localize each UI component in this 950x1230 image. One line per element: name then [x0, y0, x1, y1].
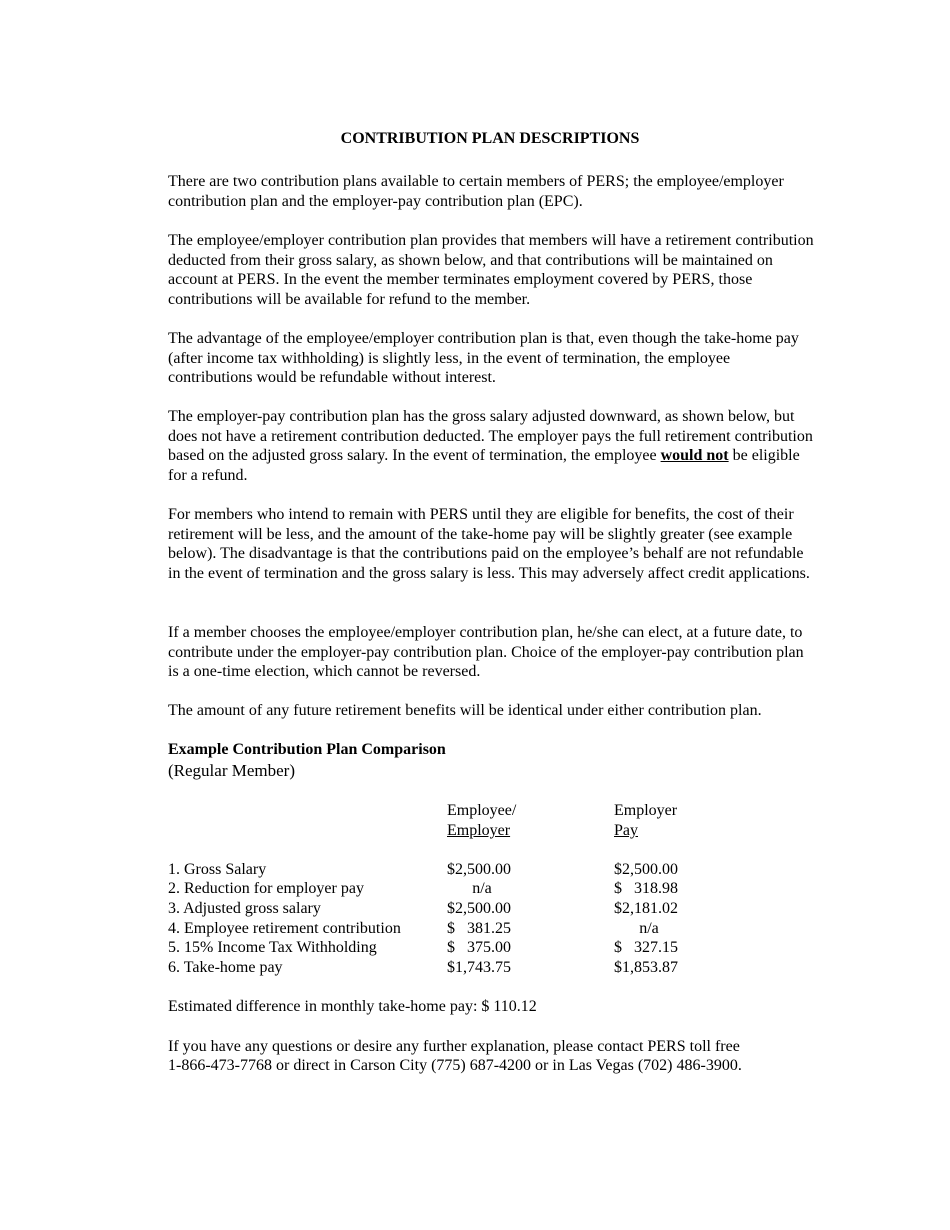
employee-employer-value: $ 381.25 [447, 920, 511, 937]
table-row [168, 899, 728, 919]
page-title: CONTRIBUTION PLAN DESCRIPTIONS [340, 130, 640, 147]
paragraph-text: The employer-pay contribution plan has the gross salary adjusted downward, as shown below, but does not have a retirement contribution deducted. The employer pays the full retirement contribution based on the adjusted gross salary. In the event of termination, the employee [168, 408, 813, 465]
intro-paragraph: There are two contribution plans available to certain members of PERS; the employee/employer contribution plan and the employer-pay contribution plan (EPC). [168, 173, 784, 210]
row-label: 6. Take-home pay [168, 959, 283, 976]
employer-pay-value: $2,500.00 [614, 861, 678, 878]
row-label: 3. Adjusted gross salary [168, 900, 321, 917]
column-header-line: Pay [614, 822, 638, 839]
advantage-paragraph: The advantage of the employee/employer contribution plan is that, even though the take-home pay (after income tax withholding) is slightly less, in the event of termination, the employee contributions would be refundable without interest. [168, 330, 799, 387]
row-label: 2. Reduction for employer pay [168, 880, 364, 897]
column-header-line: Employer [447, 822, 511, 839]
employee-employer-value: n/a [472, 880, 492, 897]
identical-benefits-paragraph: The amount of any future retirement benefits will be identical under either contribution plan. [168, 702, 762, 719]
benefits-paragraph: For members who intend to remain with PERS until they are eligible for benefits, the cost of their retirement will be less, and the amount of the take-home pay will be slightly greater (see example below). The disadvantage is that the contributions paid on the employee’s behalf are not refundable in the event of termination and the gross salary is less. This may adversely affect credit applications. [168, 506, 810, 582]
column-header-line: Employer [614, 802, 678, 819]
table-row [168, 860, 728, 880]
election-paragraph: If a member chooses the employee/employer contribution plan, he/she can elect, at a future date, to contribute under the employer-pay contribution plan. Choice of the employer-pay contribution plan is a one-time election, which cannot be reversed. [168, 624, 804, 681]
emphasis-would-not: would not [660, 447, 729, 465]
column-header-employer-pay [614, 801, 677, 841]
row-label: 5. 15% Income Tax Withholding [168, 939, 377, 956]
employer-pay-plan-paragraph [168, 407, 818, 485]
employer-pay-value: $1,853.87 [614, 959, 678, 976]
row-label: 1. Gross Salary [168, 861, 267, 878]
employee-employer-value: $2,500.00 [447, 900, 511, 917]
table-row [168, 919, 728, 939]
table-row [168, 958, 728, 978]
table-row [168, 938, 728, 958]
employee-employer-plan-paragraph: The employee/employer contribution plan provides that members will have a retirement contribution deducted from their gross salary, as shown below, and that contributions will be maintained on account at PERS. In the event the member terminates employment covered by PERS, those contributions will be available for refund to the member. [168, 232, 814, 308]
paragraph-text: be eligible for a refund. [168, 447, 800, 484]
column-header-employee-employer [447, 801, 516, 841]
employee-employer-value: $ 375.00 [447, 939, 511, 956]
table-row [168, 879, 728, 899]
example-subheading: (Regular Member) [168, 761, 295, 780]
column-header-line: Employee/ [447, 802, 517, 819]
employer-pay-value: n/a [639, 920, 659, 937]
employer-pay-value: $2,181.02 [614, 900, 678, 917]
row-label: 4. Employee retirement contribution [168, 920, 401, 937]
contact-line: 1-866-473-7768 or direct in Carson City (775) 687-4200 or in Las Vegas (702) 486-3900. [168, 1057, 742, 1074]
employee-employer-value: $2,500.00 [447, 861, 511, 878]
example-heading: Example Contribution Plan Comparison [168, 741, 446, 758]
employer-pay-value: $ 318.98 [614, 880, 678, 897]
contact-line: If you have any questions or desire any further explanation, please contact PERS toll free [168, 1038, 740, 1055]
employee-employer-value: $1,743.75 [447, 959, 511, 976]
monthly-difference: Estimated difference in monthly take-home pay: $ 110.12 [168, 998, 537, 1015]
employer-pay-value: $ 327.15 [614, 939, 678, 956]
